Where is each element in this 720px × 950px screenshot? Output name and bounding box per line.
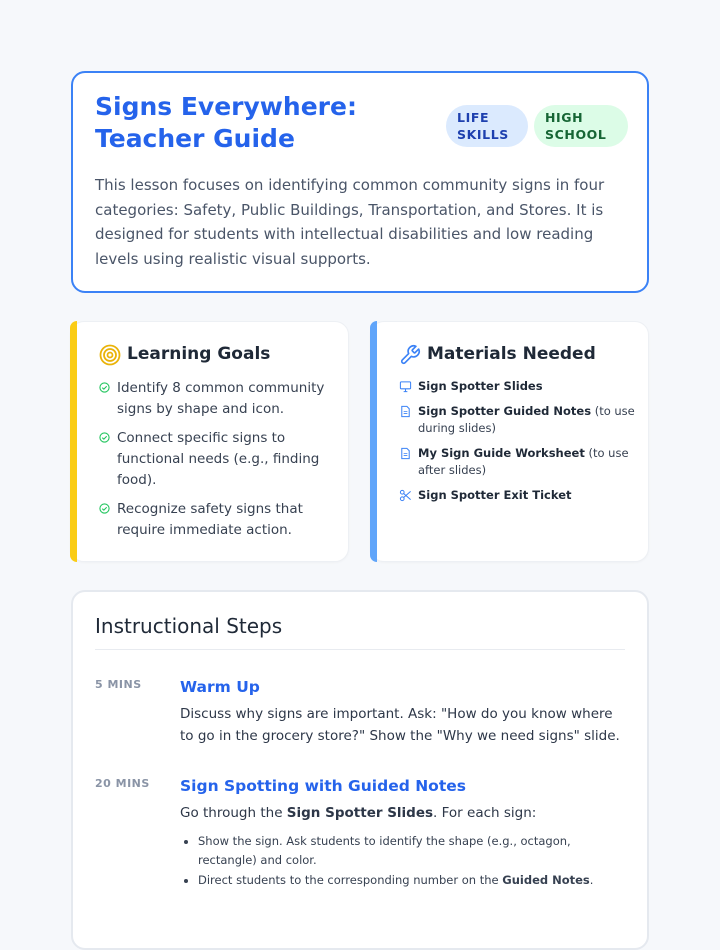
- lesson-intro: This lesson focuses on identifying common community signs in four categories: Safety, Public Buildings, Transportation, and Stores. It is designed for students with intellectual disabilities and low reading levels using realistic visual supports.: [95, 176, 605, 268]
- goal-item: [99, 378, 329, 420]
- check-circle-icon: [99, 382, 110, 393]
- target-icon: [99, 344, 121, 366]
- learning-goals-card: [70, 321, 349, 562]
- goal-item: [99, 428, 329, 491]
- document-icon: [399, 405, 412, 418]
- step-text-bold: Sign Spotter Slides: [286, 805, 434, 821]
- step-sub-list: [180, 832, 630, 890]
- materials-accent-stripe: [370, 321, 377, 562]
- scissors-icon: [399, 489, 412, 502]
- material-note: (to use after slides): [418, 446, 629, 477]
- step-duration: 5 MINS: [95, 678, 142, 691]
- step-duration: 20 MINS: [95, 777, 150, 790]
- monitor-icon: [399, 380, 412, 393]
- step-sub-item: • Show the sign. Ask students to identify the shape (e.g., octagon, rectangle) and color.: [198, 832, 630, 870]
- step-text-part: Go through the: [180, 805, 287, 821]
- instructional-steps-title: Instructional Steps: [95, 614, 283, 638]
- material-item: [399, 445, 639, 479]
- goal-text: Identify 8 common community signs by shape and icon.: [117, 380, 325, 417]
- material-item: [399, 403, 639, 437]
- material-item: [399, 378, 639, 395]
- page-title: Signs Everywhere: Teacher Guide: [95, 92, 357, 153]
- material-name: Sign Spotter Exit Ticket: [418, 488, 572, 502]
- step-description: [180, 803, 630, 825]
- material-name: My Sign Guide Worksheet: [418, 446, 585, 460]
- check-circle-icon: [99, 432, 110, 443]
- materials-list: [399, 378, 639, 512]
- step-text-part: . For each sign:: [433, 805, 537, 821]
- wrench-icon: [399, 344, 421, 366]
- divider: [95, 649, 625, 650]
- document-icon: [399, 447, 412, 460]
- step-title: Sign Spotting with Guided Notes: [180, 777, 466, 795]
- materials-needed-card: [370, 321, 649, 562]
- material-name: Sign Spotter Slides: [418, 379, 543, 393]
- step-description: Discuss why signs are important. Ask: "How do you know where to go in the grocery store?" Show the "Why we need signs" slide.: [180, 706, 620, 744]
- goal-item: [99, 499, 329, 541]
- material-note: (to use during slides): [418, 404, 635, 435]
- step-sub-item: [198, 871, 630, 890]
- goal-text: Recognize safety signs that require immediate action.: [117, 501, 303, 538]
- material-item: [399, 487, 639, 504]
- step-title: Warm Up: [180, 678, 260, 696]
- goal-text: Connect specific signs to functional needs (e.g., finding food).: [117, 430, 320, 488]
- learning-goals-title: Learning Goals: [127, 344, 271, 364]
- step-text-part: .: [589, 872, 594, 887]
- lesson-header-card: [71, 71, 649, 293]
- step-text-bold: Guided Notes: [502, 872, 590, 887]
- material-name: Sign Spotter Guided Notes: [418, 404, 592, 418]
- step-text-part: Direct students to the corresponding number on the: [198, 872, 503, 887]
- instructional-steps-card: [71, 590, 649, 950]
- learning-goals-list: [99, 378, 329, 549]
- badge-life-skills: LIFE SKILLS: [446, 105, 528, 147]
- materials-needed-title: Materials Needed: [427, 344, 596, 364]
- goals-accent-stripe: [70, 321, 77, 562]
- check-circle-icon: [99, 503, 110, 514]
- badge-high-school: HIGH SCHOOL: [534, 105, 628, 147]
